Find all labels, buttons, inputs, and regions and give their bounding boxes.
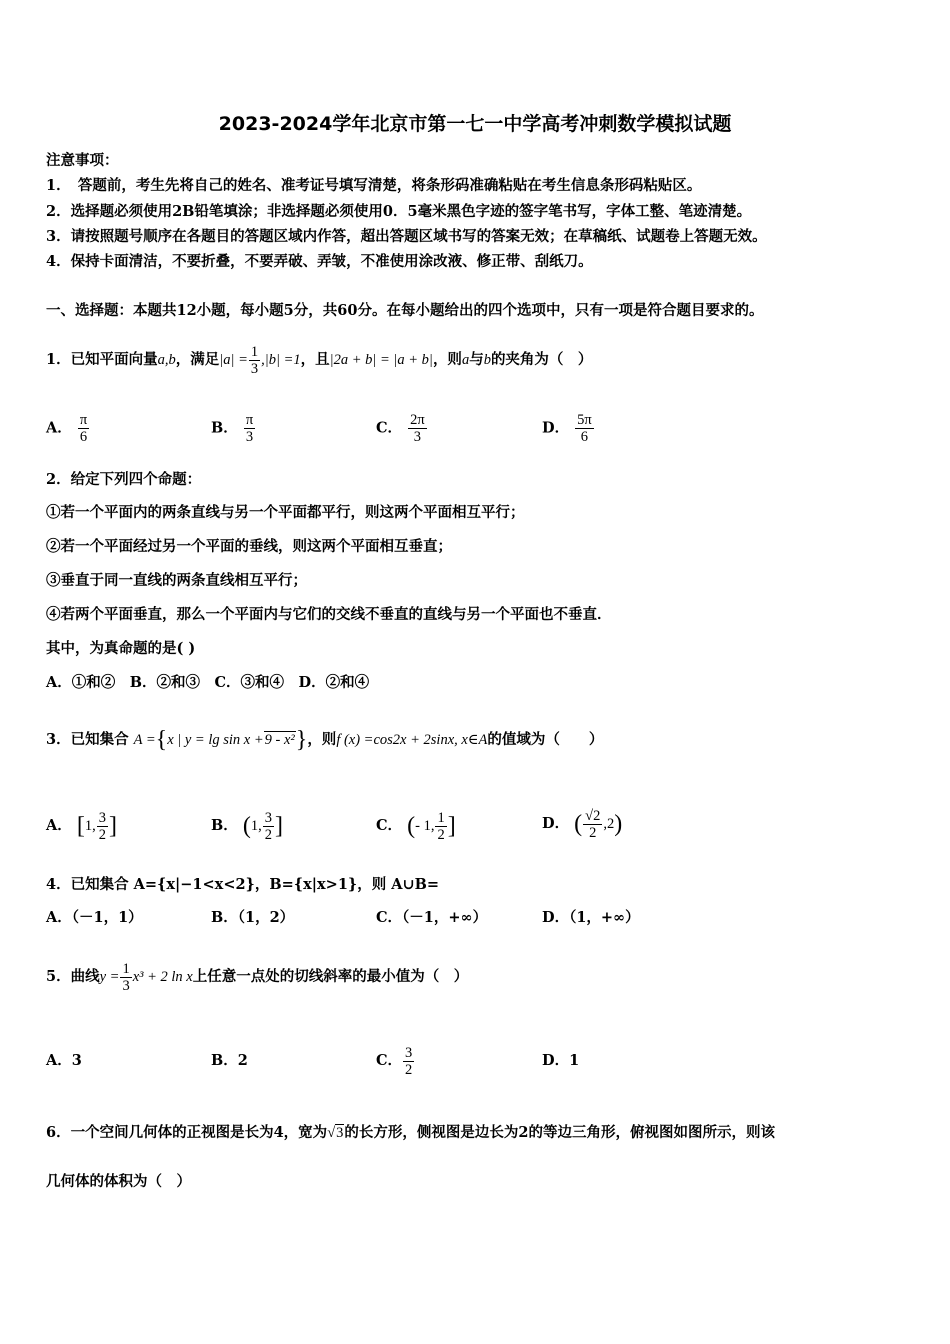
q3-set-body: x | y = lg sin x +	[167, 732, 264, 748]
q5-option-c: C． $\frac{3}{2}$	[376, 1044, 413, 1078]
q3-set-a: A =	[133, 732, 156, 748]
q2-proposition-3: ③垂直于同一直线的两条直线相互平行；	[46, 572, 307, 589]
notice-item-4: 4．保持卡面清洁，不要折叠，不要弄破、弄皱，不准使用涂改液、修正带、刮纸刀。	[46, 253, 593, 270]
question-3-stem	[46, 716, 603, 764]
q1-cond1-fraction: $\frac{1}{3}$	[250, 343, 259, 377]
q1-and: ，且	[300, 351, 330, 368]
q3-ask: 的值域为（ ）	[487, 731, 604, 748]
question-6-line-1	[46, 1115, 775, 1151]
q3-brace-right: }	[295, 727, 308, 753]
q1-cond2: |2a + b| = |a + b|	[329, 352, 433, 368]
q1-ask-a: a	[461, 352, 470, 368]
q4-option-c: C．（－1，+∞）	[376, 909, 488, 926]
section-1-heading: 一、选择题：本题共12小题，每小题5分，共60分。在每小题给出的四个选项中，只有一项是符合题目要求的。	[46, 302, 764, 319]
q1-ask-post: 的夹角为（ ）	[490, 351, 593, 368]
question-1-stem	[46, 340, 592, 380]
q1-cond1-a: |a| =	[219, 352, 248, 368]
q2-options: A．①和② B．②和③ C．③和④ D．②和④	[46, 674, 370, 691]
question-5-stem	[46, 947, 468, 1007]
question-4-stem: 4．已知集合 A={x|−1<x<2}，B={x|x>1}，则 A∪B=	[46, 876, 440, 893]
q6-line1-pre: 6．一个空间几何体的正视图是长为4，宽为	[46, 1124, 328, 1141]
q1-option-c: C． $\frac{2\pi}{3}$	[376, 412, 425, 445]
q2-proposition-4: ④若两个平面垂直，那么一个平面内与它们的交线不垂直的直线与另一个平面也不垂直．	[46, 606, 612, 623]
q1-vectors: a,b	[157, 352, 176, 368]
q5-fraction: $\frac{1}{3}$	[122, 960, 130, 994]
q1-ask-mid: 与	[469, 351, 484, 368]
q2-proposition-2: ②若一个平面经过另一个平面的垂线，则这两个平面相互垂直；	[46, 538, 452, 555]
q6-root: √3	[327, 1125, 344, 1141]
q5-option-b: B．2	[211, 1052, 248, 1069]
q3-option-b: B． (1, $\frac{3}{2}$ ]	[211, 809, 283, 843]
q3-option-c: C． (- 1, $\frac{1}{2}$ ]	[376, 809, 456, 843]
q1-cond1-b: ,|b| =1	[261, 352, 301, 368]
q3-mid: ，则	[307, 731, 337, 748]
notice-item-3: 3．请按照题号顺序在各题目的答题区域内作答，超出答题区域书写的答案无效；在草稿纸、试题卷上答题无效。	[46, 228, 767, 245]
q1-option-d: D． $\frac{5\pi}{6}$	[542, 412, 592, 445]
q2-proposition-1: ①若一个平面内的两条直线与另一个平面都平行，则这两个平面相互平行；	[46, 504, 525, 521]
question-6-line-2: 几何体的体积为（ ）	[46, 1173, 191, 1190]
q3-option-d: D． ( $\frac{√2}{2}$ ,2)	[542, 807, 623, 841]
q5-y: y =	[99, 969, 120, 985]
q5-option-d: D．1	[542, 1052, 580, 1069]
q3-prefix: 3．已知集合	[46, 731, 129, 748]
q4-option-a: A．（－1，1）	[46, 909, 143, 926]
q5-prefix: 5．曲线	[46, 968, 100, 985]
notice-item-1: 1． 答题前，考生先将自己的姓名、准考证号填写清楚，将条形码准确粘贴在考生信息条形码粘贴区。	[46, 177, 702, 194]
q2-ask: 其中，为真命题的是( )	[46, 640, 196, 657]
page-title: 2023-2024学年北京市第一七一中学高考冲刺数学模拟试题	[218, 113, 732, 135]
q1-ask-b: b	[483, 352, 491, 368]
q1-option-b: B． $\frac{\pi}{3}$	[211, 412, 254, 445]
q1-given: ，满足	[175, 351, 220, 368]
q5-rest: x³ + 2 ln x	[132, 969, 193, 985]
q1-option-a: A． $\frac{\pi}{6}$	[46, 412, 88, 445]
q4-option-d: D．（1，+∞）	[542, 909, 640, 926]
q5-ask: 上任意一点处的切线斜率的最小值为（ ）	[192, 968, 469, 985]
q3-option-a: A． [1, $\frac{3}{2}$ ]	[46, 809, 117, 843]
q1-ask-pre: ，则	[432, 351, 462, 368]
notice-heading: 注意事项：	[46, 152, 119, 169]
q3-function: f (x) =cos2x + 2sinx, x∈A	[336, 732, 488, 748]
q5-option-a: A．3	[46, 1052, 82, 1069]
q1-prefix: 1．已知平面向量	[46, 351, 158, 368]
q3-brace-left: {	[155, 727, 168, 753]
q4-option-b: B．（1，2）	[211, 909, 295, 926]
question-2-stem: 2．给定下列四个命题：	[46, 471, 202, 488]
notice-item-2: 2．选择题必须使用2B铅笔填涂；非选择题必须使用0．5毫米黑色字迹的签字笔书写，字体工整、笔迹清楚。	[46, 203, 752, 220]
q6-line1-post: 的长方形，侧视图是边长为2的等边三角形，俯视图如图所示，则该	[344, 1124, 775, 1141]
q3-set-root: 9 - x²	[264, 732, 295, 748]
